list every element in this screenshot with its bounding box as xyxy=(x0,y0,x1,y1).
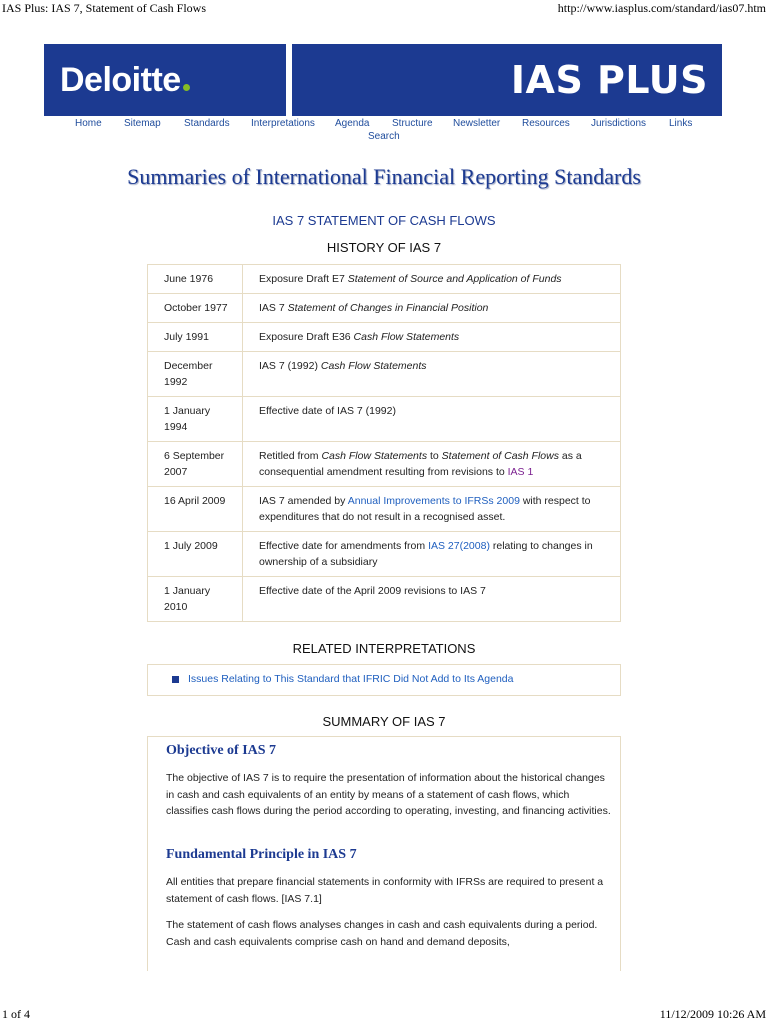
nav-structure[interactable]: Structure xyxy=(392,118,433,129)
objective-text: The objective of IAS 7 is to require the presentation of information about the historical changes in cash and cash equivalents of an entity by means of a statement of cash flows, which classifies cash flows during the period according to operating, investing, and financing activities. xyxy=(166,772,611,817)
logo-dot-icon xyxy=(183,84,190,91)
history-link[interactable]: IAS 27(2008) xyxy=(428,540,490,552)
history-table xyxy=(147,264,621,622)
history-row xyxy=(148,577,621,622)
history-date: July 1991 xyxy=(148,323,243,352)
nav-newsletter[interactable]: Newsletter xyxy=(453,118,501,129)
history-link[interactable]: IAS 1 xyxy=(507,466,534,478)
history-description xyxy=(243,265,621,294)
history-text: with respect to expenditures that do not result in a recognised asset. xyxy=(259,495,591,523)
nav-interpretations[interactable]: Interpretations xyxy=(251,118,315,129)
ifric-not-added-link[interactable]: Issues Relating to This Standard that IFRIC Did Not Add to Its Agenda xyxy=(188,673,514,685)
history-description xyxy=(243,294,621,323)
history-row xyxy=(148,294,621,323)
history-document-title: Cash Flow Statements xyxy=(353,331,460,343)
nav-standards[interactable]: Standards xyxy=(184,118,230,129)
history-text: IAS 7 (1992) xyxy=(259,360,321,372)
site-name: IAS PLUS xyxy=(510,58,708,102)
history-row xyxy=(148,487,621,532)
nav-sitemap[interactable]: Sitemap xyxy=(124,118,161,129)
history-row xyxy=(148,397,621,442)
history-description xyxy=(243,487,621,532)
history-description xyxy=(243,352,621,397)
nav-resources[interactable]: Resources xyxy=(522,118,570,129)
history-text: Effective date of the April 2009 revisions to IAS 7 xyxy=(259,585,486,597)
summary-box xyxy=(147,736,621,971)
history-description xyxy=(243,323,621,352)
standard-title: IAS 7 STATEMENT OF CASH FLOWS xyxy=(272,213,496,228)
history-date: 1 January 2010 xyxy=(148,577,243,622)
print-header xyxy=(0,0,768,16)
history-document-title: Statement of Cash Flows xyxy=(441,450,559,462)
history-text: as a consequential amendment resulting from revisions to xyxy=(259,450,582,478)
history-date: October 1977 xyxy=(148,294,243,323)
site-banner xyxy=(44,44,722,116)
history-text: Effective date of IAS 7 (1992) xyxy=(259,405,396,417)
history-row xyxy=(148,352,621,397)
principle-heading: Fundamental Principle in IAS 7 xyxy=(166,847,357,862)
history-description xyxy=(243,397,621,442)
history-description xyxy=(243,442,621,487)
history-document-title: Statement of Changes in Financial Position xyxy=(287,302,489,314)
history-row xyxy=(148,532,621,577)
print-header-url: http://www.iasplus.com/standard/ias07.htm xyxy=(557,1,766,15)
print-footer xyxy=(0,1006,768,1024)
history-text: to xyxy=(427,450,442,462)
history-row xyxy=(148,265,621,294)
deloitte-logo[interactable] xyxy=(44,44,286,116)
history-heading: HISTORY OF IAS 7 xyxy=(326,240,442,255)
history-link[interactable]: Annual Improvements to IFRSs 2009 xyxy=(347,495,520,507)
history-document-title: Cash Flow Statements xyxy=(321,450,428,462)
nav-jurisdictions[interactable]: Jurisdictions xyxy=(591,118,647,129)
site-heading: Summaries of International Financial Reporting Standards xyxy=(127,164,641,189)
nav-links[interactable]: Links xyxy=(669,118,693,129)
deloitte-logo-text: Deloitte xyxy=(60,61,190,100)
nav-home[interactable]: Home xyxy=(75,118,102,129)
summary-heading: SUMMARY OF IAS 7 xyxy=(322,714,446,729)
related-heading: RELATED INTERPRETATIONS xyxy=(292,641,476,656)
history-row xyxy=(148,442,621,487)
history-date: 1 July 2009 xyxy=(148,532,243,577)
history-date: 16 April 2009 xyxy=(148,487,243,532)
top-navigation xyxy=(44,118,722,148)
history-description xyxy=(243,577,621,622)
history-text: IAS 7 xyxy=(259,302,288,314)
history-text: relating to changes in ownership of a subsidiary xyxy=(259,540,593,568)
history-date: 6 September 2007 xyxy=(148,442,243,487)
history-date: 1 January 1994 xyxy=(148,397,243,442)
objective-heading: Objective of IAS 7 xyxy=(166,743,277,758)
square-bullet-icon xyxy=(172,676,179,683)
principle-text-2: The statement of cash flows analyses changes in cash and cash equivalents during a period. Cash and cash equivalents comprise cash on hand and demand deposits, xyxy=(166,919,598,948)
print-page-number: 1 of 4 xyxy=(2,1007,30,1021)
history-date: June 1976 xyxy=(148,265,243,294)
print-header-title: IAS Plus: IAS 7, Statement of Cash Flows xyxy=(2,1,207,15)
history-text: Effective date for amendments from xyxy=(259,540,429,552)
history-row xyxy=(148,323,621,352)
history-date: December 1992 xyxy=(148,352,243,397)
history-description xyxy=(243,532,621,577)
ias-plus-title[interactable] xyxy=(292,44,722,116)
nav-agenda[interactable]: Agenda xyxy=(335,118,370,129)
print-timestamp: 11/12/2009 10:26 AM xyxy=(659,1007,766,1021)
related-interpretations-box xyxy=(147,664,621,696)
history-document-title: Statement of Source and Application of Funds xyxy=(347,273,562,285)
history-document-title: Cash Flow Statements xyxy=(320,360,427,372)
history-text: Exposure Draft E36 xyxy=(259,331,354,343)
nav-search[interactable]: Search xyxy=(368,131,400,142)
principle-text-1: All entities that prepare financial statements in conformity with IFRSs are required to present a statement of cash flows. [IAS 7.1] xyxy=(166,876,604,905)
history-text: IAS 7 amended by xyxy=(259,495,348,507)
history-text: Retitled from xyxy=(259,450,322,462)
history-text: Exposure Draft E7 xyxy=(259,273,348,285)
